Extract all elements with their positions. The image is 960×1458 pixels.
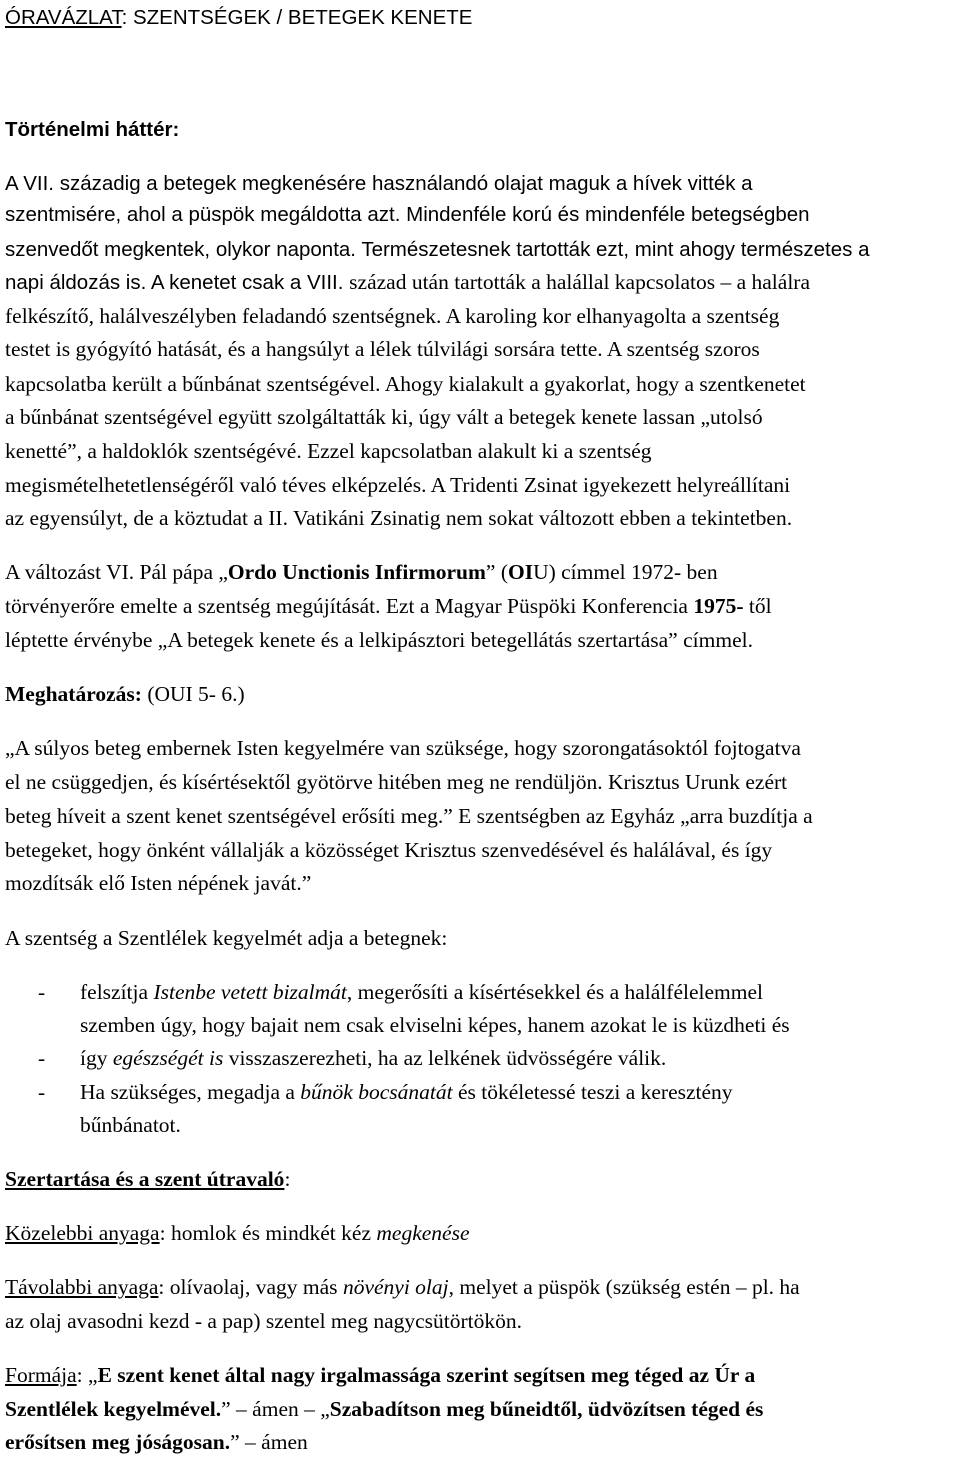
grace-b3b: bűnök bocsánatát	[300, 1080, 453, 1104]
change-line-3: léptette érvénybe „A betegek kenete és a lelkipásztori betegellátás szertartása” címmel.	[5, 628, 753, 652]
definition-heading-text: Meghatározás:	[5, 682, 142, 706]
history-line-1: A VII. századig a betegek megkenésére használandó olajat maguk a hívek vitték a	[5, 172, 753, 195]
definition-ref: (OUI 5- 6.)	[141, 682, 245, 706]
title-label: ÓRAVÁZLAT	[5, 6, 122, 29]
far-material-text-a: : olívaolaj, vagy más	[158, 1275, 343, 1299]
history-line-10a: megismételhetetlenségéről való téves elképzelés.	[5, 473, 431, 497]
grace-b1c: , megerősíti a kísértésekkel és a halálfélelemmel	[346, 980, 763, 1004]
change-line-1a: A változást VI. Pál pápa „	[5, 560, 228, 584]
form-line-3	[5, 1432, 308, 1454]
title-text: SZENTSÉGEK / BETEGEK KENETE	[132, 6, 473, 29]
history-line-4b: század után tartották a halállal kapcsolatos – a halálra	[349, 270, 810, 294]
rite-heading	[5, 1169, 290, 1191]
history-line-2: szentmisére, ahol a püspök megáldotta azt. Mindenféle korú és mindenféle betegségben	[5, 203, 810, 226]
change-line-1	[5, 562, 718, 584]
history-line-9b: Ezzel kapcsolatban alakult ki a szentség	[307, 439, 652, 463]
history-line-8: a bűnbánat szentségével együtt szolgáltatták ki, úgy vált a betegek kenete lassan „utolsó	[5, 405, 763, 429]
bullet-dash: -	[38, 980, 46, 1004]
definition-line-3: beteg híveit a szent kenet szentségével erősíti meg.” E szentségben az Egyház „arra buzdítja a	[5, 804, 813, 828]
definition-line-2: el ne csüggedjen, és kísértésektől gyötörve hitében meg ne rendüljön. Krisztus Urunk ezért	[5, 770, 788, 794]
page-title	[5, 8, 472, 29]
history-line-5	[5, 306, 779, 328]
far-material-italic: növényi olaj	[342, 1275, 449, 1299]
change-line-1e: U) címmel 1972- ben	[533, 560, 718, 584]
far-material-text-c: , melyet a püspök (szükség estén – pl. ha	[448, 1275, 800, 1299]
history-line-5b: A karoling kor elhanyagolta a szentség	[445, 304, 780, 328]
near-material-italic: megkenése	[376, 1221, 470, 1245]
grace-b2c: visszaszerezheti, ha az lelkének üdvösségére válik.	[223, 1046, 667, 1070]
near-material-text: : homlok és mindkét kéz	[159, 1221, 377, 1245]
grace-b2a: így	[80, 1046, 113, 1070]
form-open-quote: : „	[76, 1363, 98, 1387]
definition-line-4: betegeket, hogy önként vállalják a közösséget Krisztus szenvedésével és halálával, és így	[5, 838, 773, 862]
history-line-9	[5, 441, 652, 463]
year-1975: 1975-	[693, 594, 744, 618]
history-line-7a: kapcsolatba került a bűnbánat szentségével.	[5, 372, 385, 396]
grace-bullet-2-line-1	[80, 1048, 666, 1070]
rite-heading-colon: :	[284, 1167, 291, 1191]
title-separator: :	[121, 6, 133, 29]
form-line-1	[5, 1365, 755, 1387]
form-amen-2: ” – ámen	[230, 1430, 308, 1454]
form-label: Formája	[5, 1363, 77, 1387]
history-line-7	[5, 374, 806, 396]
far-material-line-2: az olaj avasodni kezd - a pap) szentel meg nagycsütörtökön.	[5, 1309, 523, 1333]
change-line-2	[5, 596, 772, 618]
grace-bullet-1-line-2: szemben úgy, hogy bajait nem csak elviselni képes, hanem azokat le is küzdheti és	[80, 1013, 790, 1037]
document-title-latin: Ordo Unctionis Infirmorum	[227, 560, 486, 584]
form-text-3a: erősítsen meg jóságosan.	[5, 1430, 231, 1454]
grace-b1a: felszítja	[80, 980, 154, 1004]
grace-b3c: és tökéletessé teszi a keresztény	[452, 1080, 733, 1104]
grace-bullet-3-line-2: bűnbánatot.	[80, 1113, 181, 1137]
rite-heading-text: Szertartása és a szent útravaló	[5, 1167, 285, 1191]
definition-line-1: „A súlyos beteg embernek Isten kegyelmére van szüksége, hogy szorongatásoktól fojtogatva	[5, 736, 801, 760]
history-line-4	[5, 272, 810, 294]
near-material	[5, 1223, 469, 1245]
near-material-label: Közelebbi anyaga	[5, 1221, 160, 1245]
history-line-9a: kenetté”, a haldoklók szentségévé.	[5, 439, 308, 463]
history-line-7b: Ahogy kialakult a gyakorlat, hogy a szentkenetet	[384, 372, 806, 396]
definition-line-5: mozdítsák elő Isten népének javát.”	[5, 871, 312, 895]
history-heading-text: Történelmi háttér:	[5, 118, 180, 141]
change-line-1c: ” (	[485, 560, 508, 584]
form-text-2a: Szentlélek kegyelmével.	[5, 1397, 222, 1421]
grace-bullet-3-line-1	[80, 1082, 733, 1104]
change-line-2a: törvényerőre emelte a szentség megújítását. Ezt a Magyar Püspöki Konferencia	[5, 594, 694, 618]
change-line-2c: től	[743, 594, 772, 618]
history-line-10	[5, 475, 790, 497]
history-line-5a: felkészítő, halálveszélyben feladandó szentségnek.	[5, 304, 446, 328]
form-amen-1: ” – ámen – „	[221, 1397, 330, 1421]
far-material-line-1	[5, 1277, 800, 1299]
history-line-4a: napi áldozás is. A kenetet csak a VIII.	[5, 271, 350, 294]
history-line-10b: A Tridenti Zsinat igyekezett helyreállítani	[430, 473, 791, 497]
form-line-2	[5, 1399, 763, 1421]
bullet-dash: -	[38, 1080, 46, 1104]
grace-b2b: egészségét is	[112, 1046, 224, 1070]
grace-b1b: Istenbe vetett bizalmát	[153, 980, 347, 1004]
form-text-1: E szent kenet által nagy irgalmassága szerint segítsen meg téged az Úr a	[97, 1363, 756, 1387]
grace-bullet-1-line-1	[80, 982, 763, 1004]
bullet-dash: -	[38, 1046, 46, 1070]
form-text-2c: Szabadítson meg bűneidtől, üdvözítsen téged és	[329, 1397, 764, 1421]
history-heading	[5, 120, 179, 141]
grace-intro: A szentség a Szentlélek kegyelmét adja a betegnek:	[5, 926, 448, 950]
document-abbrev: OI	[507, 560, 534, 584]
history-line-6: testet is gyógyító hatását, és a hangsúlyt a lélek túlvilági sorsára tette. A szentség szoros	[5, 337, 760, 361]
grace-b3a: Ha szükséges, megadja a	[80, 1080, 301, 1104]
definition-heading	[5, 684, 245, 706]
far-material-label: Távolabbi anyaga	[5, 1275, 159, 1299]
history-line-11: az egyensúlyt, de a köztudat a II. Vatikáni Zsinatig nem sokat változott ebben a tekintetben.	[5, 506, 793, 530]
history-line-3: szenvedőt megkentek, olykor naponta. Természetesnek tartották ezt, mint ahogy természetes a	[5, 238, 870, 261]
